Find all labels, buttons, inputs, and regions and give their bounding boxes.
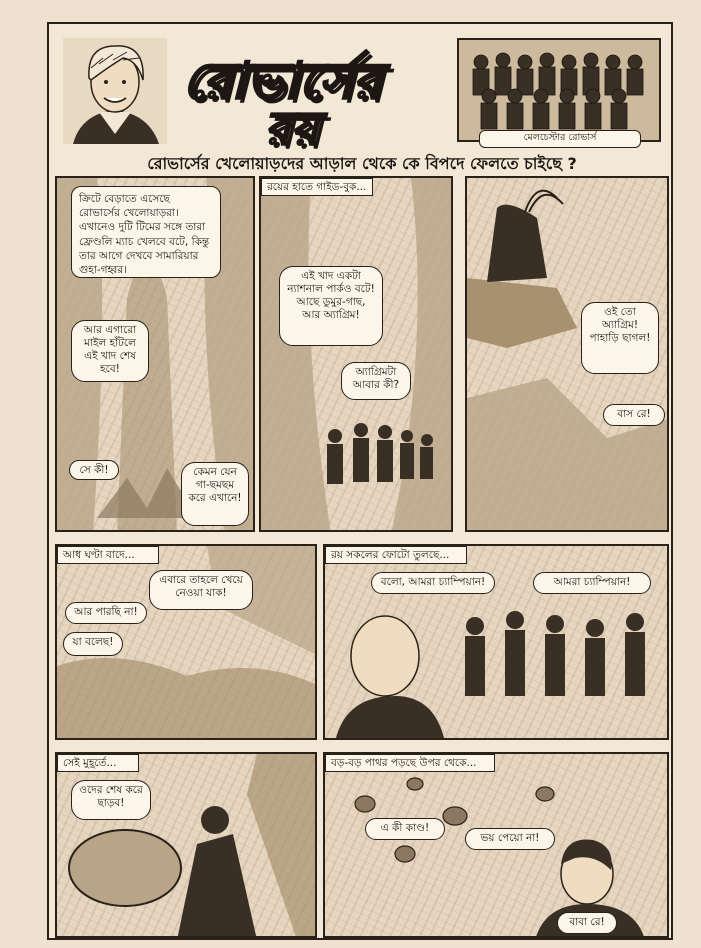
caption-box: বড়-বড় পাথর পড়ছে উপর থেকে... [325, 754, 495, 772]
speech-bubble: এ কী কাণ্ড! [365, 818, 445, 840]
title-line-2: রয় [265, 101, 320, 155]
series-title-logo [169, 46, 437, 156]
speech-bubble: আর এগারো মাইল হাঁটলে এই খাদ শেষ হবে! [71, 320, 149, 382]
speech-bubble: বলো, আমরা চ্যাম্পিয়ান! [371, 572, 495, 594]
speech-bubble: বাবা রে! [557, 912, 617, 934]
speech-bubble: ওদের শেষ করে ছাড়ব! [71, 780, 151, 820]
panel-7 [323, 752, 669, 938]
caption-box: আধ ঘণ্টা বাদে... [57, 546, 159, 564]
speech-bubble: ভয় পেয়ো না! [465, 828, 555, 850]
panel-6 [55, 752, 317, 938]
speech-bubble: এই খাদ একটা ন্যাশনাল পার্কও বটে! আছে ডুমুর-গাছ, আর অ্যাগ্রিম! [279, 266, 383, 346]
caption-box: রয় সকলের ফোটো তুলছে... [325, 546, 467, 564]
panel-2 [259, 176, 453, 532]
speech-bubble: আমরা চ্যাম্পিয়ান! [533, 572, 651, 594]
panel-3 [465, 176, 669, 532]
speech-bubble: এবারে তাহলে খেয়ে নেওয়া যাক! [149, 570, 253, 610]
team-photo [457, 38, 661, 142]
speech-bubble: বাস রে! [603, 404, 665, 426]
panel-1 [55, 176, 255, 532]
speech-bubble: ওই তো অ্যাগ্রিম! পাহাড়ি ছাগল! [581, 302, 659, 374]
speech-bubble: আর পারছি না! [65, 602, 147, 624]
speech-bubble: যা বলেছ! [63, 632, 123, 656]
caption-box: সেই মুহূর্তে... [57, 754, 139, 772]
speech-bubble: কেমন যেন গা-ছমছম করে এখানে! [181, 462, 249, 526]
speech-bubble: অ্যাগ্রিমটা আবার কী? [341, 362, 411, 400]
speech-bubble: সে কী! [69, 460, 119, 480]
hikers-illustration [261, 178, 453, 532]
title-line-1: রোভার্সের [183, 52, 382, 110]
panel-4 [55, 544, 317, 740]
page-headline: রোভার্সের খেলোয়াড়দের আড়াল থেকে কে বিপদে ফেলতে চাইছে ? [147, 154, 577, 173]
team-photo-caption: মেলচেস্টার রোভার্স [479, 130, 641, 148]
narration-box: ক্রিটে বেড়াতে এসেছে রোভার্সের খেলোয়াড়রা। এখানেও দুটি টিমের সঙ্গে তারা ফ্রেণ্ডলি ম্যাচ খেলবে বটে, কিন্তু তার আগে দেখবে সামারিয়ার গুহা-গহ্বর। [71, 186, 221, 278]
caption-box: রয়ের হাতে গাইড-বুক... [261, 178, 373, 196]
panel-5 [323, 544, 669, 740]
comic-page [47, 22, 673, 940]
roy-portrait [63, 38, 167, 144]
